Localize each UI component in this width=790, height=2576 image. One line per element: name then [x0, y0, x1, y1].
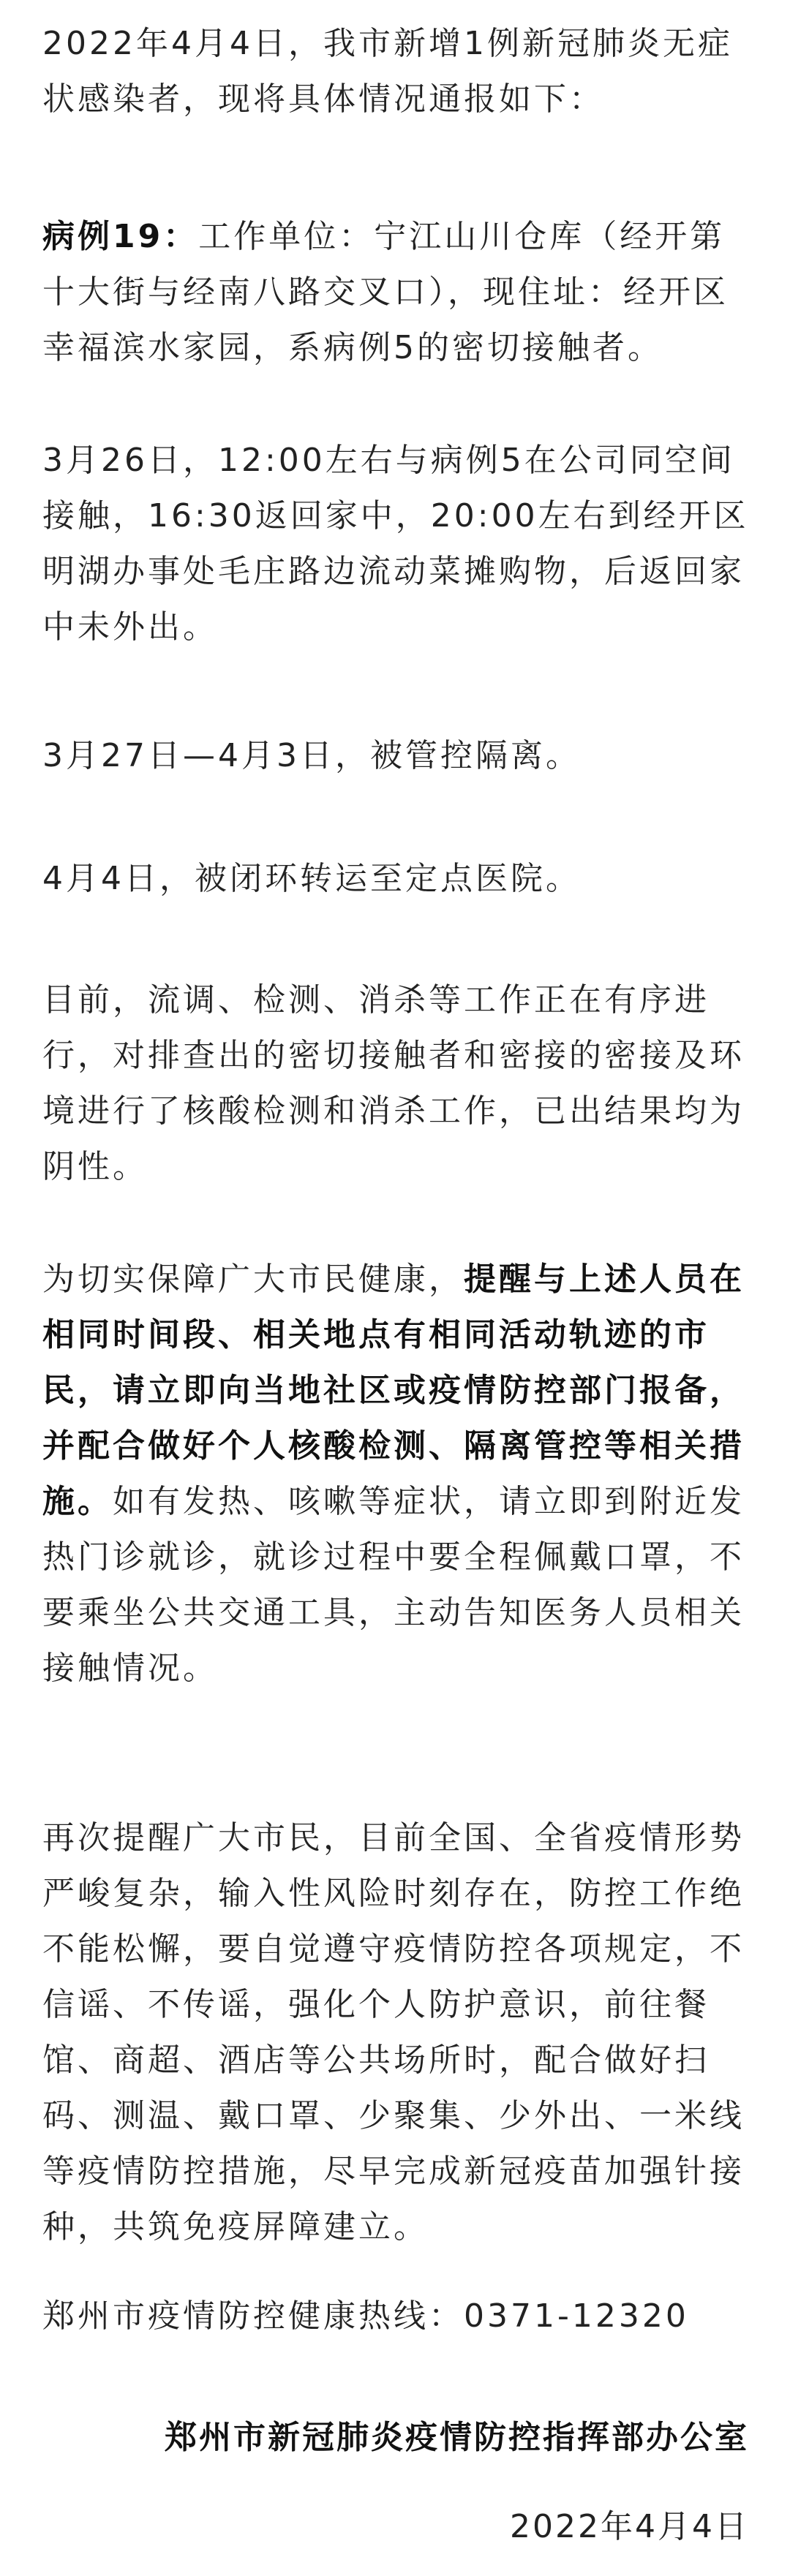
- signature-org: 郑州市新冠肺炎疫情防控指挥部办公室: [165, 2419, 749, 2456]
- reminder-prefix: 为切实保障广大市民健康，: [42, 1261, 464, 1298]
- timeline-item: 3月27日—4月3日，被管控隔离。: [42, 737, 581, 774]
- reminder-bold: 提醒与上述人员在相同时间段、相关地点有相同活动轨迹的市民，请立即向当地社区或疫情防控部门报备，并配合做好个人核酸检测、隔离管控等相关措施。: [42, 1261, 745, 1520]
- timeline-item: 4月4日，被闭环转运至定点医院。: [42, 860, 581, 897]
- signature-date: 2022年4月4日: [510, 2508, 749, 2545]
- timeline-item: 3月26日，12:00左右与病例5在公司同空间接触，16:30返回家中，20:00左右到经开区明湖办事处毛庄路边流动菜摊购物，后返回家中未外出。: [42, 442, 749, 646]
- case-paragraph: [42, 209, 750, 376]
- appeal-paragraph: 再次提醒广大市民，目前全国、全省疫情形势严峻复杂，输入性风险时刻存在，防控工作绝不能松懈，要自觉遵守疫情防控各项规定，不信谣、不传谣，强化个人防护意识，前往餐馆、商超、酒店等公共场所时，配合做好扫码、测温、戴口罩、少聚集、少外出、一米线等疫情防控措施，尽早完成新冠疫苗加强针接种，共筑免疫屏障建立。: [42, 1819, 745, 2245]
- progress-paragraph: 目前，流调、检测、消杀等工作正在有序进行，对排查出的密切接触者和密接的密接及环境进行了核酸检测和消杀工作，已出结果均为阴性。: [42, 981, 745, 1185]
- case-label: 病例19：: [42, 218, 199, 255]
- case-text: 工作单位：宁江山川仓库（经开第十大街与经南八路交叉口），现住址：经开区幸福滨水家园，系病例5的密切接触者。: [42, 218, 729, 366]
- hotline-paragraph: 郑州市疫情防控健康热线：0371-12320: [42, 2297, 689, 2335]
- intro-paragraph: 2022年4月4日，我市新增1例新冠肺炎无症状感染者，现将具体情况通报如下：: [42, 25, 733, 118]
- reminder-suffix: 如有发热、咳嗽等症状，请立即到附近发热门诊就诊，就诊过程中要全程佩戴口罩，不要乘坐公共交通工具，主动告知医务人员相关接触情况。: [42, 1483, 745, 1687]
- reminder-paragraph: [42, 1252, 750, 1696]
